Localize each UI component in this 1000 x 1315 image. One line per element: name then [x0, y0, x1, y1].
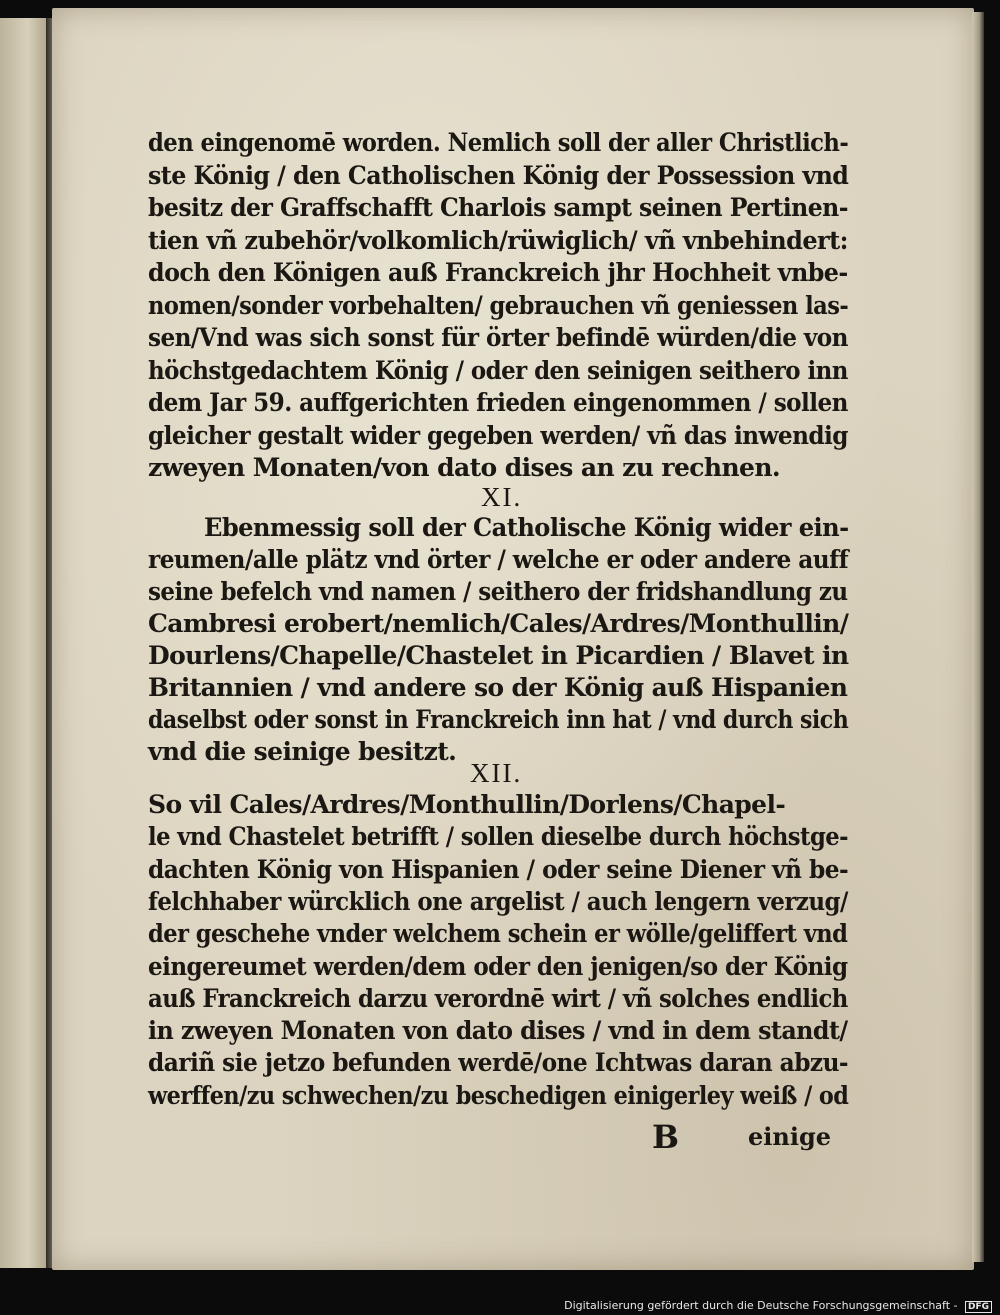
- text-line: zweyen Monaten/von dato dises an zu rechnen.: [148, 453, 781, 482]
- text-line: Cambresi erobert/nemlich/Cales/Ardres/Monthullin/: [148, 609, 849, 638]
- text-line: tien vñ zubehör/volkomlich/rüwiglich/ vñ vnbehindert:: [148, 225, 848, 255]
- text-line: vnd die seinige besitzt.: [148, 737, 457, 766]
- text-line: dem Jar 59. auffgerichten frieden eingenommen / sollen: [148, 388, 848, 417]
- text-line: reumen/alle plätz vnd örter / welche er oder andere auff: [148, 545, 849, 574]
- text-line: eingereumet werden/dem oder den jenigen/so der König: [148, 951, 848, 981]
- text-line: auß Franckreich darzu verordnē wirt / vñ solches endlich: [148, 983, 848, 1013]
- credit-text: Digitalisierung gefördert durch die Deutsche Forschungsgemeinschaft -: [564, 1299, 958, 1312]
- text-line: daselbst oder sonst in Franckreich inn hat / vnd durch sich: [148, 705, 849, 734]
- text-line: dariñ sie jetzo befunden werdē/one Ichtwas daran abzu-: [148, 1048, 849, 1078]
- text-line: seine befelch vnd namen / seithero der fridshandlung zu: [148, 577, 848, 606]
- text-line: doch den Königen auß Franckreich jhr Hochheit vnbe-: [148, 258, 848, 287]
- catchword: einige: [748, 1122, 832, 1151]
- text-line: Ebenmessig soll der Catholische König wider ein-: [204, 513, 849, 542]
- text-line: sen/Vnd was sich sonst für örter befindē würden/die von: [148, 323, 848, 352]
- text-line: der geschehe vnder welchem schein er wölle/geliffert vnd: [148, 919, 848, 949]
- text-line: le vnd Chastelet betrifft / sollen dieselbe durch höchstge-: [148, 822, 849, 852]
- text-line: gleicher gestalt wider gegeben werden/ vñ das inwendig: [148, 420, 848, 450]
- text-line: Britannien / vnd andere so der König auß Hispanien: [148, 673, 848, 702]
- dfg-logo: DFG: [965, 1301, 992, 1313]
- section-heading-xi: XI.: [481, 482, 523, 512]
- text-line: den eingenomē worden. Nemlich soll der aller Christlich-: [148, 128, 849, 157]
- text-line: Dourlens/Chapelle/Chastelet in Picardien / Blavet in: [148, 641, 849, 670]
- text-line: werffen/zu schwechen/zu beschedigen einigerley weiß / od: [148, 1080, 849, 1110]
- text-line: felchhaber würcklich one argelist / auch lengern verzug/: [148, 886, 848, 916]
- text-line: besitz der Graffschafft Charlois sampt seinen Pertinen-: [148, 193, 848, 222]
- page-edge: [972, 12, 984, 1262]
- text-line: ste König / den Catholischen König der Possession vnd: [148, 160, 849, 190]
- text-line: dachten König von Hispanien / oder seine Diener vñ be-: [148, 854, 849, 884]
- text-line: So vil Cales/Ardres/Monthullin/Dorlens/Chapel-: [148, 790, 786, 819]
- digitization-credit: [564, 1299, 992, 1313]
- signature-mark: B: [652, 1118, 680, 1156]
- facing-page-edge: [0, 18, 48, 1268]
- section-heading-xii: XII.: [470, 758, 523, 788]
- text-line: nomen/sonder vorbehalten/ gebrauchen vñ geniessen las-: [148, 290, 849, 320]
- text-line: in zweyen Monaten von dato dises / vnd in dem standt/: [148, 1016, 848, 1046]
- text-line: höchstgedachtem König / oder den seinigen seithero inn: [148, 355, 848, 385]
